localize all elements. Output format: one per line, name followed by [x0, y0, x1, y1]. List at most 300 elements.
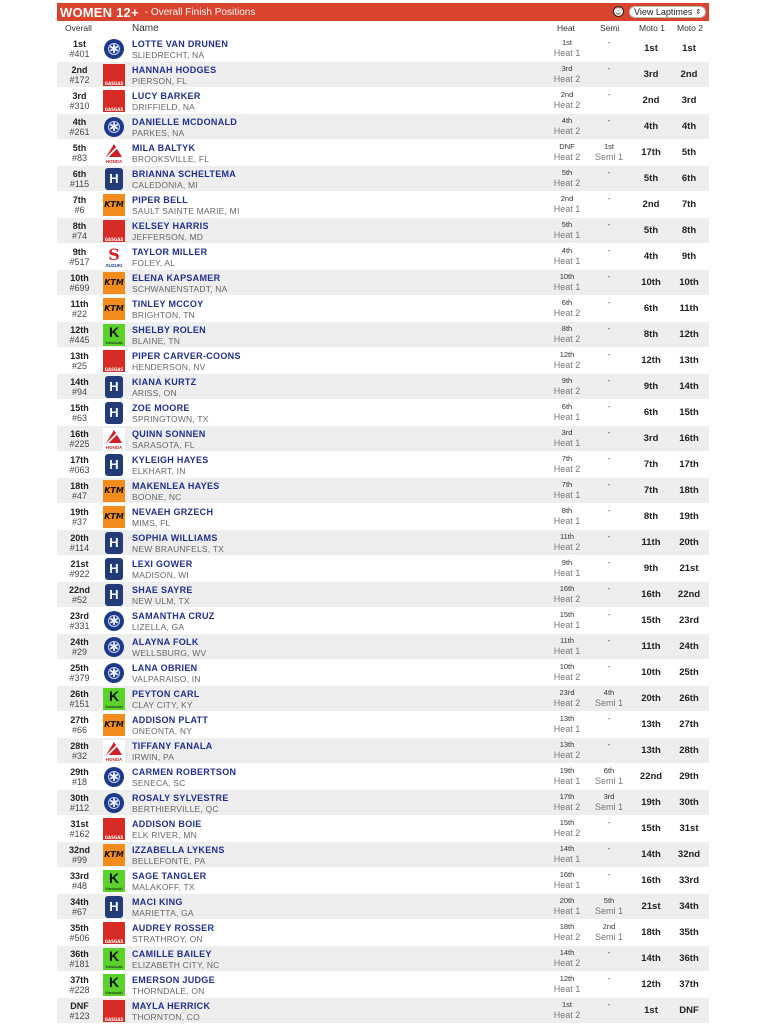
heat-place: 9th: [561, 558, 573, 567]
semi-label: Semi 1: [594, 698, 623, 708]
rider-number: #261: [69, 127, 90, 137]
brand-logo: [103, 428, 125, 450]
gasgas-logo-icon: [103, 1000, 125, 1022]
moto2-result: 28th: [679, 745, 699, 756]
overall-position: 28th: [70, 741, 89, 751]
overall-position: 24th: [70, 637, 89, 647]
ktm-logo-icon: KTM: [103, 844, 125, 866]
rider-number: #48: [71, 881, 88, 891]
moto2-result: 6th: [681, 173, 697, 184]
col-moto2: Moto 2: [677, 23, 703, 33]
heat-place: 16th: [559, 870, 575, 879]
brand-logo: [103, 948, 125, 970]
brand-logo: [103, 38, 125, 60]
husqvarna-logo-icon: [105, 454, 123, 476]
table-row[interactable]: [57, 789, 709, 815]
overall-position: 5th: [72, 143, 87, 153]
semi-place: -: [607, 532, 611, 541]
suzuki-logo-icon: [103, 246, 125, 268]
heat-place: 4th: [561, 116, 573, 125]
rider-name-link[interactable]: SAGE TANGLER: [132, 871, 207, 881]
col-heat: Heat: [557, 23, 575, 33]
brand-logo: [103, 402, 125, 424]
moto2-result: 10th: [679, 277, 699, 288]
semi-place: 2nd: [602, 922, 616, 931]
rider-name-link[interactable]: LANA OBRIEN: [132, 663, 198, 673]
rider-location: BELLEFONTE, PA: [132, 856, 206, 866]
heat-label: Heat 2: [553, 74, 581, 84]
moto1-result: 16th: [641, 589, 661, 600]
heat-place: 17th: [559, 792, 575, 801]
heat-place: 1st: [561, 38, 572, 47]
rider-name-link[interactable]: SHAE SAYRE: [132, 585, 193, 595]
ktm-logo-icon: KTM: [103, 194, 125, 216]
moto2-result: 18th: [679, 485, 699, 496]
rider-name-link[interactable]: TINLEY MCCOY: [132, 299, 204, 309]
heat-label: Heat 2: [553, 802, 581, 812]
semi-place: 4th: [603, 688, 615, 697]
overall-position: 27th: [70, 715, 89, 725]
rider-location: LIZELLA, GA: [132, 622, 185, 632]
moto1-result: 9th: [643, 563, 659, 574]
rider-name-link[interactable]: AUDREY ROSSER: [132, 923, 215, 933]
heat-place: 16th: [559, 584, 575, 593]
heat-label: Heat 2: [553, 308, 581, 318]
table-row[interactable]: [57, 321, 709, 347]
rider-location: DRIFFIELD, NA: [132, 102, 196, 112]
rider-name-link[interactable]: MAYLA HERRICK: [132, 1001, 211, 1011]
moto2-result: 37th: [679, 979, 699, 990]
rider-name-link[interactable]: TIFFANY FANALA: [132, 741, 213, 751]
rider-name-link[interactable]: HANNAH HODGES: [132, 65, 217, 75]
moto2-result: 12th: [679, 329, 699, 340]
rider-number: #25: [71, 361, 88, 371]
heat-label: Heat 2: [553, 464, 581, 474]
moto1-result: 15th: [641, 823, 661, 834]
moto1-result: 4th: [643, 121, 659, 132]
semi-place: -: [607, 376, 611, 385]
semi-place: -: [607, 740, 611, 749]
rider-number: #331: [69, 621, 90, 631]
table-row[interactable]: [57, 711, 709, 737]
rider-name-link[interactable]: QUINN SONNEN: [132, 429, 206, 439]
table-row[interactable]: [57, 269, 709, 295]
brand-logo: [103, 844, 125, 866]
brand-logo: [103, 870, 125, 892]
table-row[interactable]: [57, 61, 709, 87]
rider-number: #162: [69, 829, 90, 839]
rider-name-link[interactable]: ELENA KAPSAMER: [132, 273, 221, 283]
heat-place: 19th: [559, 766, 575, 775]
kawasaki-logo-icon: [103, 948, 125, 970]
gasgas-logo-icon: [103, 90, 125, 112]
overall-position: 20th: [70, 533, 89, 543]
heat-label: Heat 2: [553, 152, 581, 162]
brand-logo: [103, 896, 125, 918]
rider-name-link[interactable]: ZOE MOORE: [132, 403, 190, 413]
heat-place: 2nd: [560, 194, 574, 203]
table-row[interactable]: [57, 893, 709, 919]
semi-place: -: [607, 220, 611, 229]
brand-logo: [103, 974, 125, 996]
table-row[interactable]: [57, 87, 709, 113]
rider-name-link[interactable]: SOPHIA WILLIAMS: [132, 533, 218, 543]
brand-logo: [103, 194, 125, 216]
table-row[interactable]: [57, 347, 709, 373]
rider-number: #99: [71, 855, 88, 865]
heat-place: 1st: [561, 1000, 572, 1009]
rider-location: ELIZABETH CITY, NC: [132, 960, 220, 970]
table-row[interactable]: [57, 217, 709, 243]
rider-name-link[interactable]: NEVAEH GRZECH: [132, 507, 214, 517]
overall-position: 19th: [70, 507, 89, 517]
rider-name-link[interactable]: SHELBY ROLEN: [132, 325, 206, 335]
overall-position: 13th: [70, 351, 89, 361]
overall-position: 2nd: [71, 65, 88, 75]
heat-label: Heat 1: [553, 516, 581, 526]
table-row[interactable]: [57, 945, 709, 971]
rider-location: MARIETTA, GA: [132, 908, 194, 918]
heat-label: Heat 1: [553, 438, 581, 448]
brand-logo: [103, 714, 125, 736]
rider-number: #114: [69, 543, 90, 553]
table-row[interactable]: [57, 997, 709, 1023]
heat-label: Heat 1: [553, 412, 581, 422]
rider-number: #52: [71, 595, 88, 605]
rider-location: IRWIN, PA: [132, 752, 175, 762]
rider-name-link[interactable]: CAMILLE BAILEY: [132, 949, 212, 959]
moto1-result: 15th: [641, 615, 661, 626]
moto1-result: 1st: [644, 43, 658, 54]
heat-place: 3rd: [561, 64, 573, 73]
semi-place: -: [607, 558, 611, 567]
rider-number: #699: [69, 283, 90, 293]
moto2-result: 20th: [679, 537, 699, 548]
table-row[interactable]: [57, 35, 709, 61]
heat-place: 8th: [561, 506, 573, 515]
rider-name-link[interactable]: DANIELLE MCDONALD: [132, 117, 238, 127]
rider-location: CALEDONIA, MI: [132, 180, 198, 190]
overall-position: 3rd: [72, 91, 87, 101]
yamaha-logo-icon: [104, 611, 124, 631]
rider-number: #225: [69, 439, 90, 449]
semi-place: -: [607, 610, 611, 619]
kawasaki-logo-icon: [103, 324, 125, 346]
table-row[interactable]: [57, 633, 709, 659]
rider-location: SAULT SAINTE MARIE, MI: [132, 206, 240, 216]
brand-logo: [103, 324, 125, 346]
brand-logo: [103, 636, 125, 658]
brand-logo: [103, 64, 125, 86]
heat-place: 12th: [559, 974, 575, 983]
rider-name-link[interactable]: KELSEY HARRIS: [132, 221, 209, 231]
heat-label: Heat 2: [553, 360, 581, 370]
moto1-result: 18th: [641, 927, 661, 938]
overall-position: 30th: [70, 793, 89, 803]
table-row[interactable]: [57, 685, 709, 711]
brand-logo: [103, 558, 125, 580]
rider-name-link[interactable]: TAYLOR MILLER: [132, 247, 208, 257]
moto1-result: 16th: [641, 875, 661, 886]
table-row[interactable]: [57, 399, 709, 425]
heat-label: Heat 1: [553, 620, 581, 630]
overall-position: 14th: [70, 377, 89, 387]
heat-place: DNF: [559, 142, 575, 151]
heat-place: 23rd: [559, 688, 575, 697]
moto2-result: 36th: [679, 953, 699, 964]
moto1-result: 1st: [644, 1005, 658, 1016]
heat-label: Heat 2: [553, 1010, 581, 1020]
brand-logo: [103, 662, 125, 684]
rider-number: #6: [74, 205, 85, 215]
heat-place: 14th: [559, 844, 575, 853]
kawasaki-logo-icon: [103, 688, 125, 710]
overall-position: 26th: [70, 689, 89, 699]
table-row[interactable]: [57, 737, 709, 763]
class-subtitle: - Overall Finish Positions: [144, 6, 256, 18]
rider-name-link[interactable]: PEYTON CARL: [132, 689, 200, 699]
heat-label: Heat 1: [553, 984, 581, 994]
rider-name-link[interactable]: LEXI GOWER: [132, 559, 193, 569]
heat-label: Heat 1: [553, 282, 581, 292]
rider-number: #228: [69, 985, 90, 995]
semi-place: -: [607, 168, 611, 177]
heat-label: Heat 2: [553, 178, 581, 188]
moto1-result: 12th: [641, 355, 661, 366]
heat-label: Heat 1: [553, 490, 581, 500]
yamaha-logo-icon: [104, 663, 124, 683]
table-row[interactable]: [57, 581, 709, 607]
rider-location: BOONE, NC: [132, 492, 182, 502]
moto2-result: DNF: [679, 1005, 699, 1016]
table-row[interactable]: [57, 555, 709, 581]
rider-name-link[interactable]: BRIANNA SCHELTEMA: [132, 169, 237, 179]
heat-label: Heat 1: [553, 204, 581, 214]
rider-number: #83: [71, 153, 88, 163]
rider-name-link[interactable]: MILA BALTYK: [132, 143, 196, 153]
rider-name-link[interactable]: PIPER CARVER-COONS: [132, 351, 241, 361]
table-row[interactable]: [57, 919, 709, 945]
col-name: Name: [132, 22, 159, 34]
rider-name-link[interactable]: LOTTE VAN DRUNEN: [132, 39, 229, 49]
heat-label: Heat 2: [553, 542, 581, 552]
rider-location: SENECA, SC: [132, 778, 186, 788]
rider-name-link[interactable]: ADDISON PLATT: [132, 715, 209, 725]
table-row[interactable]: [57, 841, 709, 867]
rider-location: BRIGHTON, TN: [132, 310, 196, 320]
rider-location: ARISS, ON: [132, 388, 177, 398]
moto2-result: 34th: [679, 901, 699, 912]
yamaha-logo-icon: [104, 793, 124, 813]
rider-name-link[interactable]: KIANA KURTZ: [132, 377, 197, 387]
moto2-result: 21st: [679, 563, 699, 574]
rider-name-link[interactable]: SAMANTHA CRUZ: [132, 611, 215, 621]
rider-number: #063: [69, 465, 90, 475]
moto2-result: 17th: [679, 459, 699, 470]
semi-place: -: [607, 1000, 611, 1009]
rider-name-link[interactable]: LUCY BARKER: [132, 91, 201, 101]
semi-place: -: [607, 64, 611, 73]
table-row[interactable]: [57, 165, 709, 191]
overall-position: 25th: [70, 663, 89, 673]
table-row[interactable]: [57, 113, 709, 139]
gasgas-logo-icon: [103, 922, 125, 944]
semi-place: -: [607, 246, 611, 255]
moto2-result: 2nd: [680, 69, 698, 80]
heat-label: Heat 1: [553, 230, 581, 240]
rider-number: #151: [69, 699, 90, 709]
rider-name-link[interactable]: EMERSON JUDGE: [132, 975, 215, 985]
rider-name-link[interactable]: ROSALY SYLVESTRE: [132, 793, 229, 803]
heat-place: 9th: [561, 376, 573, 385]
rider-name-link[interactable]: KYLEIGH HAYES: [132, 455, 209, 465]
moto1-result: 20th: [641, 693, 661, 704]
moto2-result: 27th: [679, 719, 699, 730]
heat-label: Heat 2: [553, 698, 581, 708]
moto2-result: 31st: [679, 823, 699, 834]
table-row[interactable]: [57, 451, 709, 477]
rider-location: VALPARAISO, IN: [132, 674, 201, 684]
rider-name-link[interactable]: MAKENLEA HAYES: [132, 481, 220, 491]
table-row[interactable]: [57, 503, 709, 529]
brand-logo: [103, 532, 125, 554]
rider-location: STRATHROY, ON: [132, 934, 203, 944]
gasgas-logo-icon: [103, 220, 125, 242]
husqvarna-logo-icon: [105, 402, 123, 424]
heat-place: 13th: [559, 740, 575, 749]
heat-place: 3rd: [561, 428, 573, 437]
kawasaki-logo-icon: [103, 870, 125, 892]
rider-number: #37: [71, 517, 88, 527]
brand-logo: [103, 142, 125, 164]
moto1-result: 17th: [641, 147, 661, 158]
rider-number: #94: [71, 387, 88, 397]
table-row[interactable]: [57, 763, 709, 789]
moto2-result: 16th: [679, 433, 699, 444]
semi-place: -: [607, 38, 611, 47]
table-row[interactable]: [57, 477, 709, 503]
view-laptimes-select[interactable]: [629, 6, 706, 18]
ktm-logo-icon: KTM: [103, 714, 125, 736]
semi-place: -: [607, 844, 611, 853]
table-row[interactable]: [57, 529, 709, 555]
heat-label: Heat 1: [553, 776, 581, 786]
moto1-result: 11th: [641, 537, 661, 548]
semi-place: -: [607, 584, 611, 593]
honda-logo-icon: [103, 428, 125, 450]
overall-position: 15th: [70, 403, 89, 413]
table-row[interactable]: [57, 139, 709, 165]
moto1-result: 13th: [641, 719, 661, 730]
semi-label: Semi 1: [594, 802, 623, 812]
semi-place: -: [607, 350, 611, 359]
semi-place: -: [607, 662, 611, 671]
semi-label: Semi 1: [594, 152, 623, 162]
moto1-result: 8th: [643, 511, 659, 522]
rider-name-link[interactable]: IZZABELLA LYKENS: [132, 845, 225, 855]
brand-logo: [103, 766, 125, 788]
moto2-result: 14th: [679, 381, 699, 392]
rider-location: PARKES, NA: [132, 128, 185, 138]
heat-label: Heat 1: [553, 880, 581, 890]
rider-name-link[interactable]: CARMEN ROBERTSON: [132, 767, 237, 777]
moto1-result: 11th: [641, 641, 661, 652]
table-row[interactable]: [57, 815, 709, 841]
rider-location: BROOKSVILLE, FL: [132, 154, 210, 164]
heat-place: 13th: [559, 714, 575, 723]
results-header: [57, 3, 709, 21]
overall-position: 34th: [70, 897, 89, 907]
rider-location: SLIEDRECHT, NA: [132, 50, 205, 60]
overall-position: 18th: [70, 481, 89, 491]
semi-place: 5th: [603, 896, 615, 905]
moto2-result: 4th: [681, 121, 697, 132]
rider-location: ELK RIVER, MN: [132, 830, 197, 840]
brand-logo: [103, 454, 125, 476]
table-row[interactable]: [57, 659, 709, 685]
rider-location: THORNTON, CO: [132, 1012, 200, 1022]
moto1-result: 5th: [643, 225, 659, 236]
rider-number: #112: [69, 803, 90, 813]
rider-number: #922: [69, 569, 90, 579]
table-row[interactable]: [57, 295, 709, 321]
table-row[interactable]: [57, 425, 709, 451]
col-semi: Semi: [600, 23, 620, 33]
semi-place: -: [607, 298, 611, 307]
table-row[interactable]: [57, 191, 709, 217]
rider-number: #22: [71, 309, 88, 319]
table-row[interactable]: [57, 243, 709, 269]
brand-logo: [103, 506, 125, 528]
moto2-result: 25th: [679, 667, 699, 678]
heat-place: 12th: [559, 350, 575, 359]
ktm-logo-icon: KTM: [103, 298, 125, 320]
rider-name-link[interactable]: ALAYNA FOLK: [132, 637, 199, 647]
overall-position: 17th: [70, 455, 89, 465]
overall-position: 37th: [70, 975, 89, 985]
heat-place: 14th: [559, 948, 575, 957]
moto1-result: 22nd: [639, 771, 663, 782]
heat-label: Heat 1: [553, 48, 581, 58]
table-row[interactable]: [57, 867, 709, 893]
rider-name-link[interactable]: PIPER BELL: [132, 195, 189, 205]
updown-chevron-icon: ⇕: [695, 9, 702, 16]
moto2-result: 15th: [679, 407, 699, 418]
moto1-result: 14th: [641, 849, 661, 860]
col-overall: Overall: [65, 23, 92, 33]
semi-place: 3rd: [603, 792, 615, 801]
moto1-result: 12th: [641, 979, 661, 990]
rider-name-link[interactable]: ADDISON BOIE: [132, 819, 202, 829]
heat-label: Heat 1: [553, 646, 581, 656]
moto2-result: 30th: [679, 797, 699, 808]
brand-logo: [103, 922, 125, 944]
column-headers: [57, 21, 709, 35]
clock-icon[interactable]: ⌚: [614, 8, 623, 15]
rider-name-link[interactable]: MACI KING: [132, 897, 183, 907]
husqvarna-logo-icon: [105, 168, 123, 190]
moto2-result: 5th: [681, 147, 697, 158]
moto1-result: 9th: [643, 381, 659, 392]
heat-label: Heat 2: [553, 334, 581, 344]
table-row[interactable]: [57, 971, 709, 997]
rider-location: BERTHIERVILLE, QC: [132, 804, 219, 814]
table-row[interactable]: [57, 607, 709, 633]
table-row[interactable]: [57, 373, 709, 399]
rider-number: #172: [69, 75, 90, 85]
overall-position: 9th: [72, 247, 87, 257]
rider-number: #47: [71, 491, 88, 501]
